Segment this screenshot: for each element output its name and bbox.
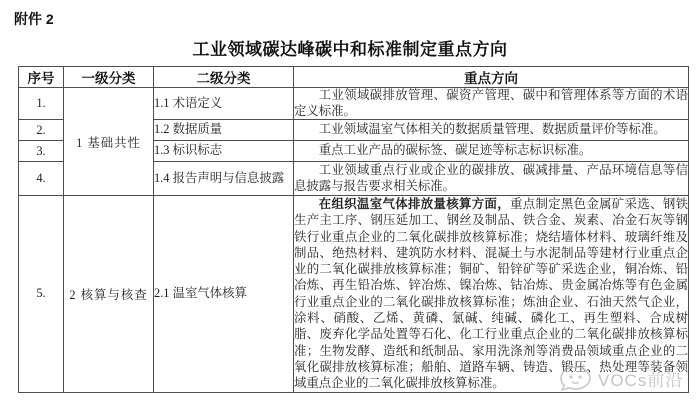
direction-cell: 工业领域重点行业或企业的碳排放、碳减排量、产品环境信息等信息披露与报告要求相关标准。 (294, 162, 689, 196)
row-number: 4. (19, 162, 64, 196)
page-title: 工业领域碳达峰碳中和标准制定重点方向 (192, 40, 508, 59)
direction-cell: 工业领域温室气体相关的数据质量管理、数据质量评价等标准。 (294, 120, 689, 141)
direction-paragraph (294, 196, 688, 392)
attachment-label: 附件 2 (14, 11, 54, 27)
row-number: 5. (19, 196, 64, 393)
direction-cell (294, 196, 689, 393)
direction-body-text: 重点制定黑色金属矿采选、钢铁生产主工序、钢压延加工、钢丝及制品、铁合金、炭素、冶金石灰等钢铁行业重点企业的二氧化碳排放核算标准；烧结墙体材料、玻璃纤维及制品、绝热材料、建筑防水材料、混凝土与水泥制品等建材行业重点企业的二氧化碳排放核算标准；铜矿、铅锌矿等矿采选企业，铜冶炼、铅冶炼、再生铅冶炼、锌冶炼、镍冶炼、钴冶炼、贵金属冶炼等有色金属行业重点企业的二氧化碳排放核算标准；炼油企业、石油天然气企业，涂料、硝酸、乙烯、黄磷、氯碱、纯碱、磷化工、再生塑料、合成树脂、废弃化学品处置等石化、化工行业重点企业的二氧化碳排放核算标准；生物发酵、造纸和纸制品、家用洗涤剂等消费品领域重点企业的二氧化碳排放核算标准；船舶、道路车辆、铸造、锻压、热处理等装备领域重点企业的二氧化碳排放核算标准。 (294, 197, 689, 391)
table-row (19, 196, 689, 393)
direction-lead-text: 在组织温室气体排放量核算方面， (318, 197, 510, 211)
subcategory-cell: 1.3 标识标志 (154, 141, 294, 162)
row-number: 3. (19, 141, 64, 162)
col-header-direction: 重点方向 (294, 67, 689, 88)
direction-cell: 工业领域碳排放管理、碳资产管理、碳中和管理体系等方面的术语定义标准。 (294, 88, 688, 118)
subcategory-cell: 1.1 术语定义 (154, 88, 294, 120)
category-cell-accounting: 2 核算与核查 (64, 196, 154, 393)
direction-cell: 重点工业产品的碳标签、碳足迹等标志标识标准。 (294, 141, 689, 162)
table-row (19, 88, 689, 120)
subcategory-cell: 1.2 数据质量 (154, 120, 294, 141)
subcategory-cell: 2.1 温室气体核算 (154, 196, 294, 393)
row-number: 2. (19, 120, 64, 141)
col-header-level1: 一级分类 (64, 67, 154, 88)
standards-table (18, 66, 689, 393)
table-header-row (19, 67, 689, 88)
col-header-level2: 二级分类 (154, 67, 294, 88)
col-header-serial: 序号 (19, 67, 64, 88)
watermark-label: VOCs前沿 (598, 370, 684, 390)
subcategory-cell: 1.4 报告声明与信息披露 (154, 162, 294, 196)
category-cell-basic: 1 基础共性 (64, 88, 154, 196)
row-number: 1. (19, 88, 64, 120)
